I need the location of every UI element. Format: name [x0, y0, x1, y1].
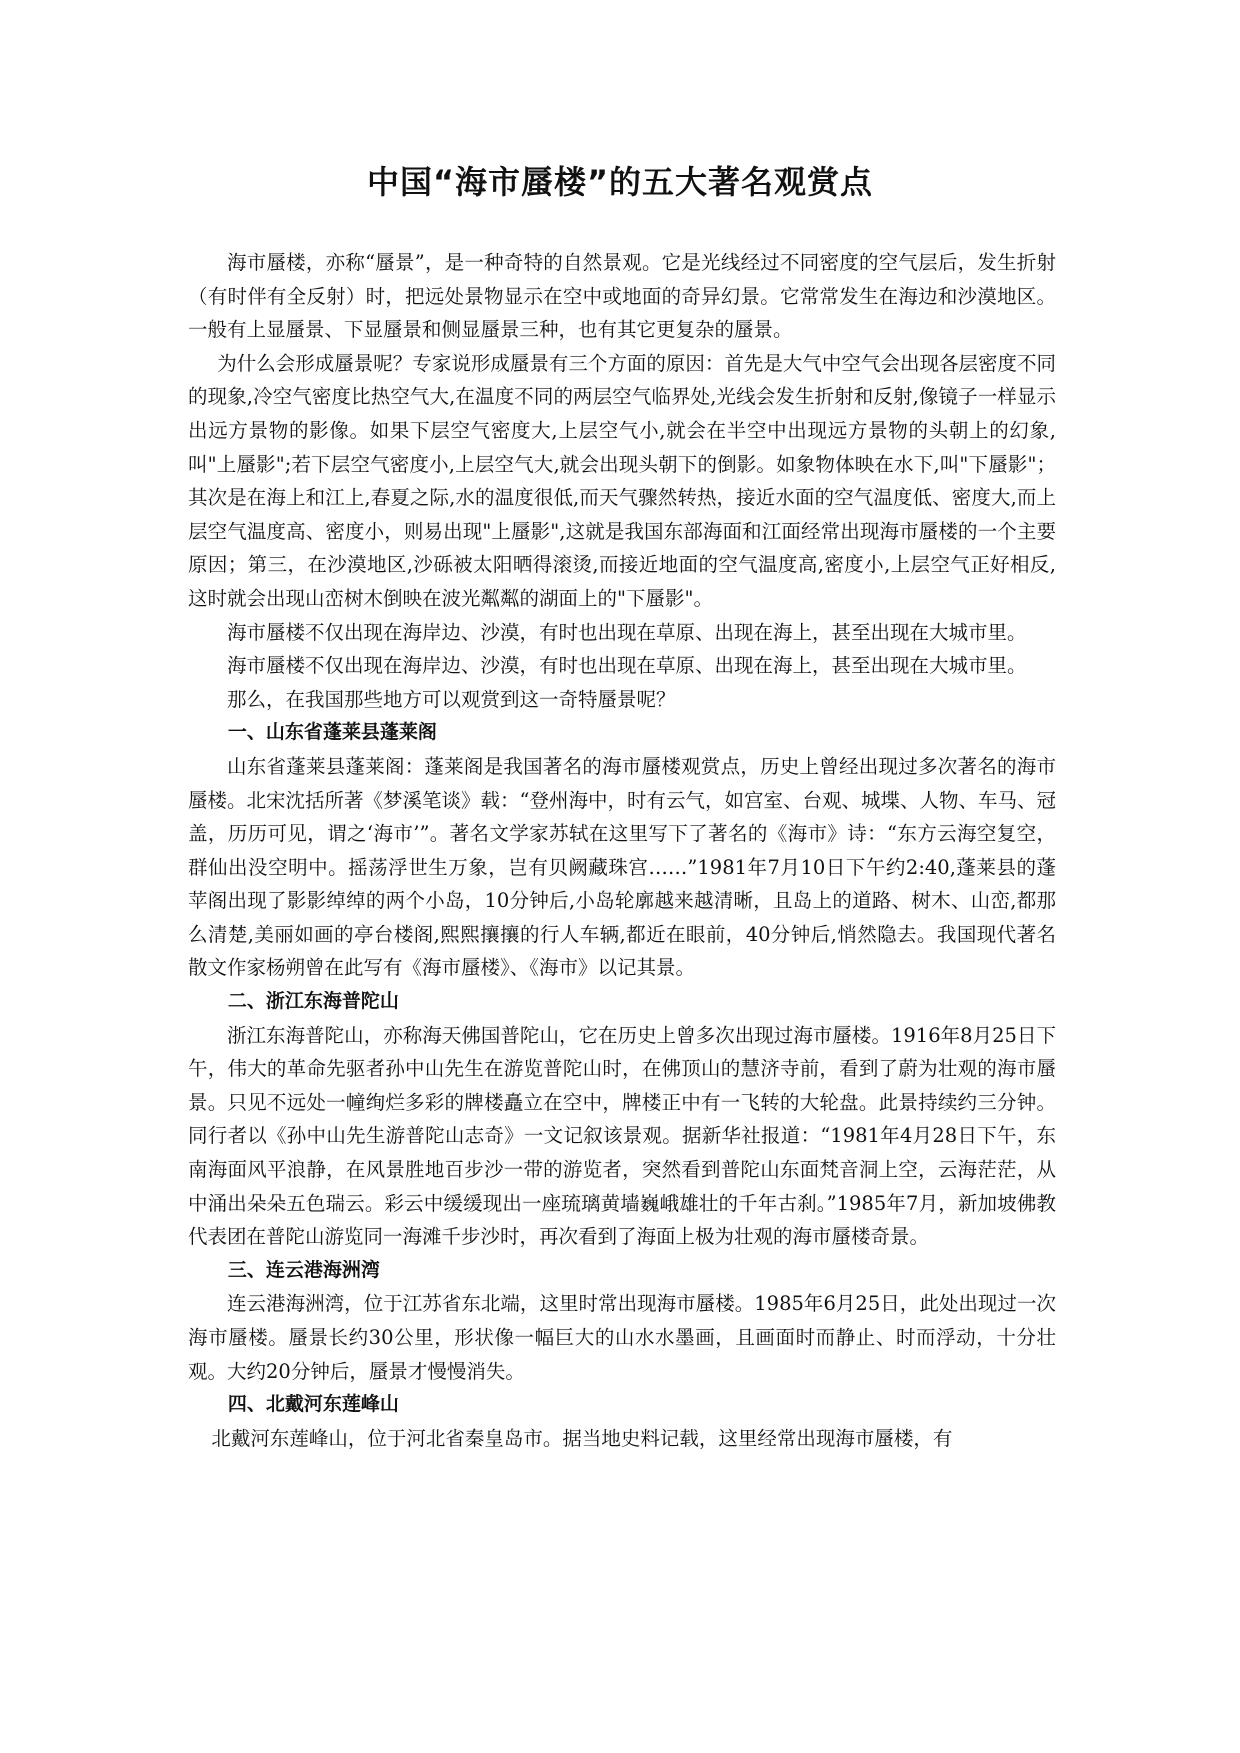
intro-paragraph: 海市蜃楼，亦称“蜃景”，是一种奇特的自然景观。它是光线经过不同密度的空气层后，发生折射（有时伴有全反射）时，把远处景物显示在空中或地面的奇异幻景。它常常发生在海边和沙漠地区。一般有上显蜃景、下显蜃景和侧显蜃景三种，也有其它更复杂的蜃景。	[188, 251, 1056, 342]
locations-paragraph: 海市蜃楼不仅出现在海岸边、沙漠，有时也出现在草原、出现在海上，甚至出现在大城市里。	[227, 620, 1027, 644]
section-heading-beidaihe: 四、北戴河东莲峰山	[227, 1393, 399, 1416]
section-heading-putuo: 二、浙江东海普陀山	[227, 990, 399, 1013]
question-paragraph: 那么，在我国那些地方可以观赏到这一奇特蜃景呢？	[227, 687, 676, 711]
page-title: 中国“海市蜃楼”的五大著名观赏点	[366, 163, 874, 201]
section-body-beidaihe: 北戴河东莲峰山，位于河北省秦皇岛市。据当地史料记载，这里经常出现海市蜃楼，有	[211, 1426, 953, 1450]
section-body-putuo: 浙江东海普陀山，亦称海天佛国普陀山，它在历史上曾多次出现过海市蜃楼。1916年8月25日下午，伟大的革命先驱者孙中山先生在游览普陀山时，在佛顶山的慧济寺前，看到了蔚为壮观的海市蜃景。只见不远处一幢绚烂多彩的牌楼矗立在空中，牌楼正中有一飞转的大轮盘。此景持续约三分钟。同行者以《孙中山先生游普陀山志奇》一文记叙该景观。据新华社报道：“1981年4月28日下午，东南海面风平浪静，在风景胜地百步沙一带的游览者，突然看到普陀山东面梵音洞上空，云海茫茫，从中涌出朵朵五色瑞云。彩云中缓缓现出一座琉璃黄墙巍峨雄壮的千年古刹。”1985年7月，新加坡佛教代表团在普陀山游览同一海滩千步沙时，再次看到了海面上极为壮观的海市蜃楼奇景。	[188, 1023, 1056, 1249]
causes-paragraph: 为什么会形成蜃景呢？专家说形成蜃景有三个方面的原因：首先是大气中空气会出现各层密度不同的现象,冷空气密度比热空气大,在温度不同的两层空气临界处,光线会发生折射和反射,像镜子一样显示出远方景物的影像。如果下层空气密度大,上层空气小,就会在半空中出现远方景物的头朝上的幻象,叫"上蜃影";若下层空气密度小,上层空气大,就会出现头朝下的倒影。如象物体映在水下,叫"下蜃影"； 其次是在海上和江上,春夏之际,水的温度很低,而天气骤然转热，接近水面的空气温度低、密度大,而上层空气温度高、密度小，则易出现"上蜃影",这就是我国东部海面和江面经常出现海市蜃楼的一个主要原因；第三，在沙漠地区,沙砾被太阳晒得滚烫,而接近地面的空气温度高,密度小,上层空气正好相反,这时就会出现山峦树木倒映在波光粼粼的湖面上的"下蜃影"。	[188, 351, 1056, 610]
section-body-lianyungang: 连云港海洲湾，位于江苏省东北端，这里时常出现海市蜃楼。1985年6月25日，此处出现过一次海市蜃楼。蜃景长约30公里，形状像一幅巨大的山水水墨画，且画面时而静止、时而浮动，十分壮观。大约20分钟后，蜃景才慢慢消失。	[188, 1292, 1056, 1383]
section-heading-penglai: 一、山东省蓬莱县蓬莱阁	[227, 721, 437, 744]
locations-paragraph-repeat: 海市蜃楼不仅出现在海岸边、沙漠，有时也出现在草原、出现在海上，甚至出现在大城市里。	[227, 654, 1027, 678]
section-heading-lianyungang: 三、连云港海洲湾	[227, 1258, 380, 1281]
section-body-penglai: 山东省蓬莱县蓬莱阁：蓬莱阁是我国著名的海市蜃楼观赏点，历史上曾经出现过多次著名的海市蜃楼。北宋沈括所著《梦溪笔谈》载：“登州海中，时有云气，如宫室、台观、城堞、人物、车马、冠盖，历历可见，谓之‘海市’”。著名文学家苏轼在这里写下了著名的《海市》诗：“东方云海空复空，群仙出没空明中。摇荡浮世生万象，岂有贝阙藏珠宫……”1981年7月10日下午约2:40,蓬莱县的蓬苹阁出现了影影绰绰的两个小岛，10分钟后,小岛轮廓越来越清晰，且岛上的道路、树木、山峦,都那么清楚,美丽如画的亭台楼阁,熙熙攘攘的行人车辆,都近在眼前，40分钟后,悄然隐去。我国现代著名散文作家杨朔曾在此写有《海市蜃楼》、《海市》以记其景。	[188, 754, 1056, 980]
document-body	[188, 246, 1056, 1455]
